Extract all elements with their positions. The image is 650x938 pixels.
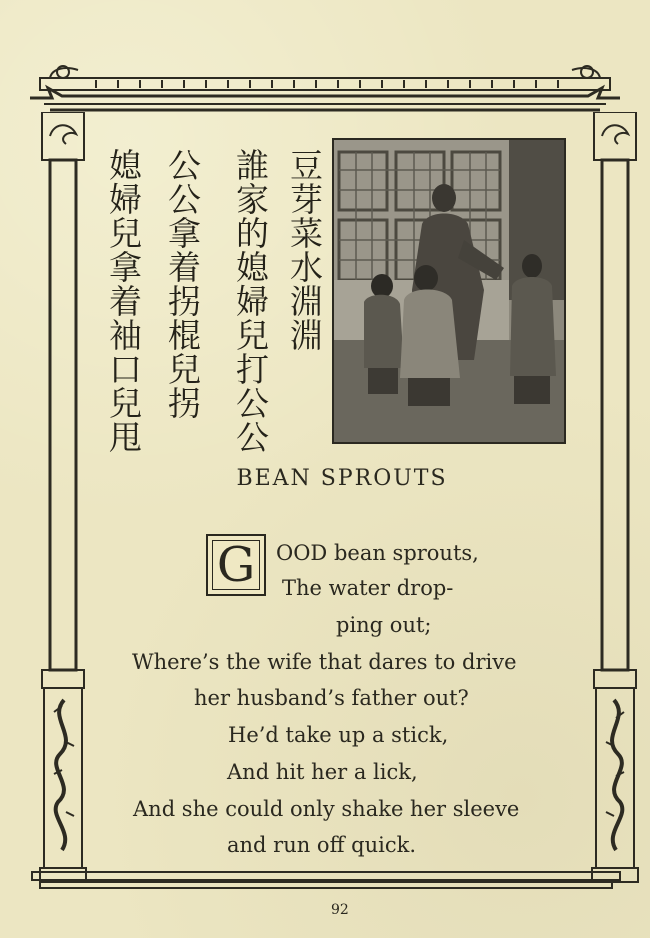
poem-line-9: and run off quick. — [227, 833, 417, 857]
poem-line-6: He’d take up a stick, — [228, 723, 449, 747]
right-pillar — [588, 112, 642, 897]
drop-cap-letter: G — [216, 537, 256, 593]
poem-line-5: her husband’s father out? — [194, 686, 469, 710]
left-pillar — [36, 112, 90, 897]
chinese-verse-line-2: 誰家的媳婦兒打公公 — [231, 148, 270, 454]
poem-line-4: Where’s the wife that dares to drive — [132, 650, 517, 674]
base-rail — [30, 868, 622, 896]
chinese-verse-line-1: 豆芽菜水淵淵 — [285, 148, 324, 352]
family-photograph — [332, 138, 566, 444]
poem-line-8: And she could only shake her sleeve — [133, 797, 520, 821]
chinese-verse-line-4: 媳婦兒拿着袖口兒甩 — [104, 148, 143, 454]
poem-line-3: ping out; — [336, 613, 432, 637]
drop-cap — [206, 534, 266, 596]
chinese-verse-line-3: 公公拿着拐棍兒拐 — [163, 148, 202, 420]
poem-title: BEAN SPROUTS — [236, 466, 448, 491]
poem-line-7: And hit her a lick, — [227, 760, 418, 784]
poem-line-1: OOD bean sprouts, — [276, 541, 479, 565]
poem-line-2: The water drop- — [282, 576, 454, 600]
roof-ornament — [22, 58, 628, 122]
page-number: 92 — [331, 902, 349, 918]
